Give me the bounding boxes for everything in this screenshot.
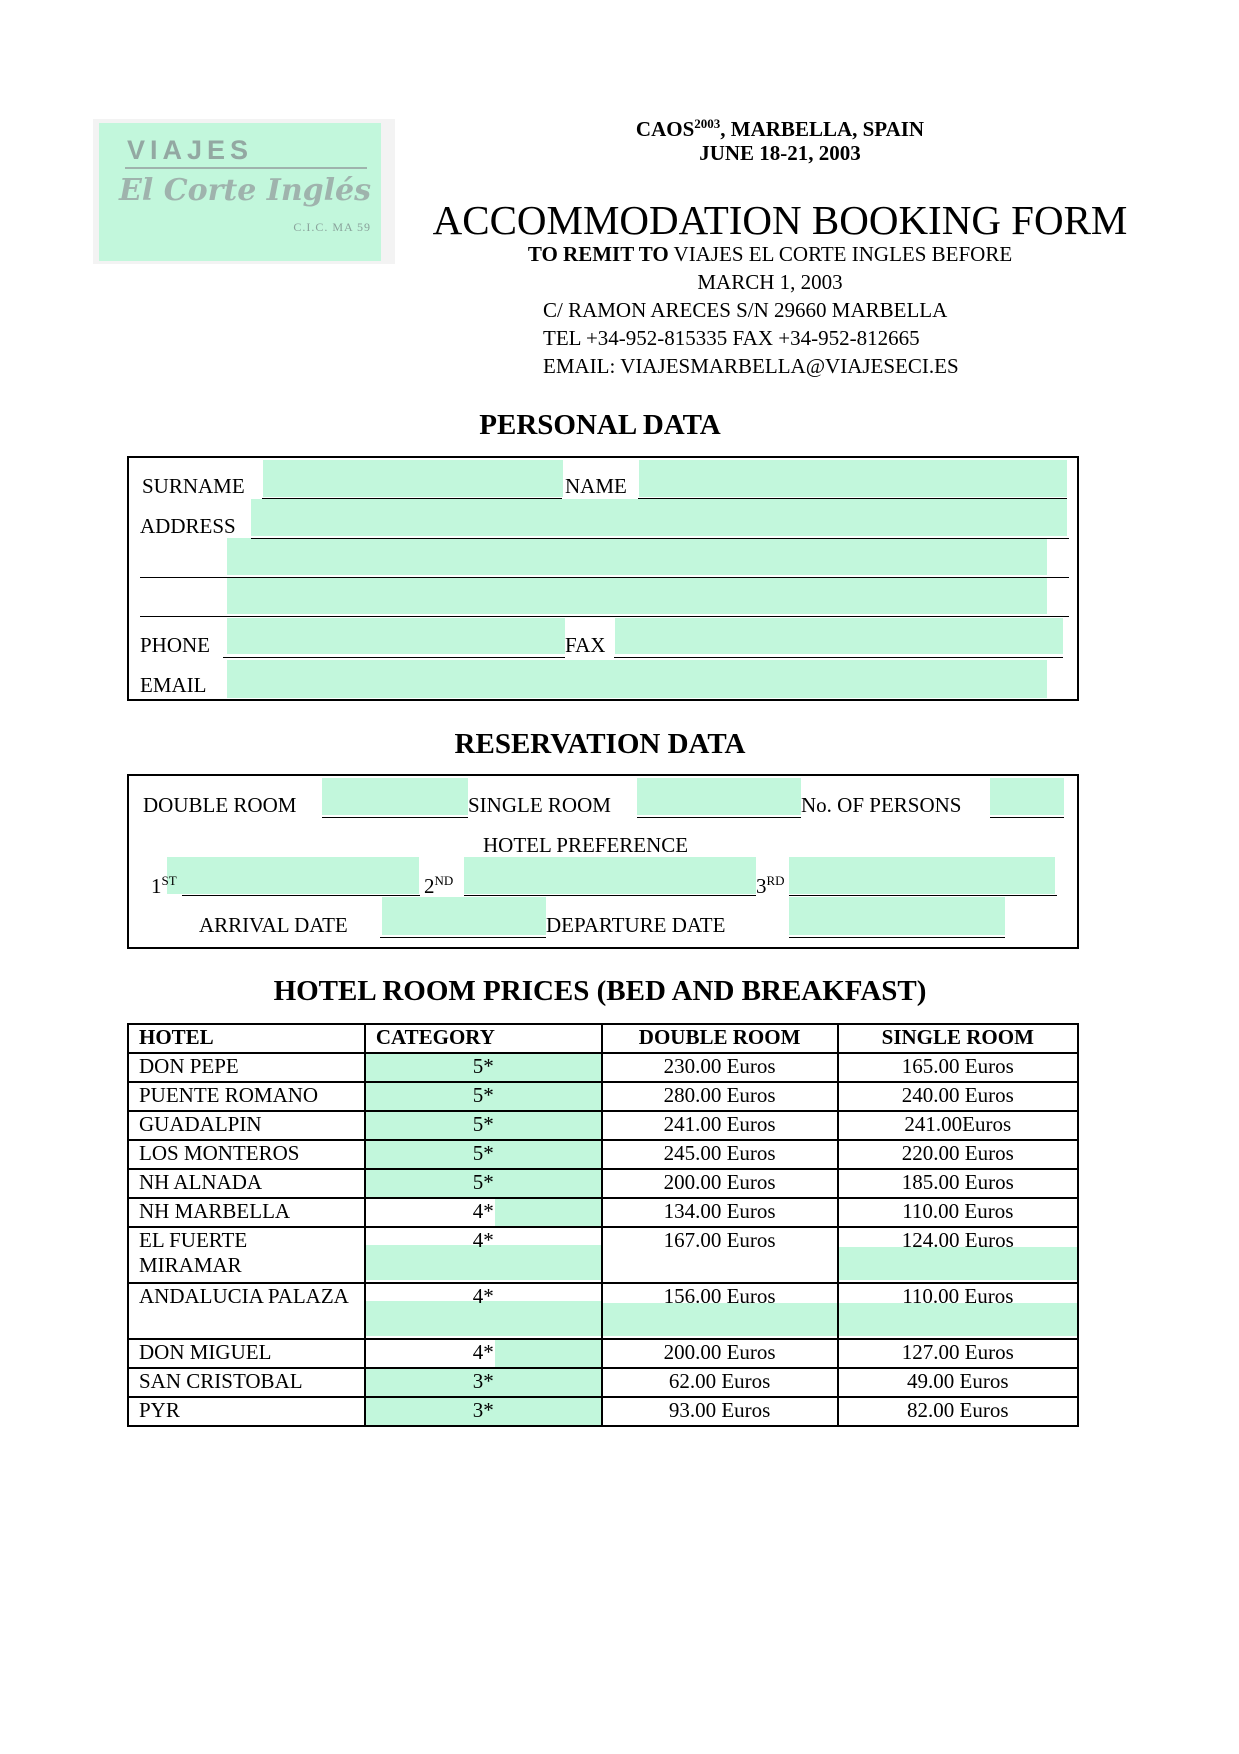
hotel-cell xyxy=(128,1397,365,1426)
reservation-data-box xyxy=(127,774,1079,949)
category-cell-text: 5* xyxy=(472,1083,494,1107)
table-row xyxy=(128,1082,1078,1111)
double-price-cell-text: 230.00 Euros xyxy=(663,1054,776,1078)
fax-underline xyxy=(614,657,1063,658)
hotel-preference-label: HOTEL PREFERENCE xyxy=(483,833,689,857)
category-cell xyxy=(365,1339,602,1368)
double-price-cell-text: 62.00 Euros xyxy=(668,1369,771,1393)
remit-rest: VIAJES EL CORTE INGLES BEFORE xyxy=(668,242,1013,266)
double-price-cell-text: 156.00 Euros xyxy=(663,1284,776,1308)
hotel-cell xyxy=(128,1339,365,1368)
category-cell xyxy=(365,1283,602,1339)
hotel-cell-text: PYR xyxy=(139,1398,180,1422)
fax-label: FAX xyxy=(565,633,606,657)
category-cell-text: 4* xyxy=(472,1284,494,1308)
col-header-single-room: SINGLE ROOM xyxy=(838,1024,1078,1053)
single-price-cell-text: 165.00 Euros xyxy=(901,1054,1014,1078)
hotel-pref-1-field[interactable] xyxy=(167,857,419,894)
logo-brand-script: El Corte Inglés xyxy=(119,173,371,208)
category-cell xyxy=(365,1053,602,1082)
hotel-cell-text: NH ALNADA xyxy=(139,1170,263,1194)
remit-deadline: MARCH 1, 2003 xyxy=(697,270,843,294)
logo-divider xyxy=(125,167,367,169)
persons-underline xyxy=(990,817,1064,818)
pref-1-label: 1ST xyxy=(151,873,177,898)
pref-3-label: 3RD xyxy=(756,873,785,898)
address-underline-2 xyxy=(140,577,1069,578)
name-underline xyxy=(638,498,1067,499)
single-room-field[interactable] xyxy=(637,778,801,815)
table-row xyxy=(128,1339,1078,1368)
hotel-cell-text: EL FUERTE MIRAMAR xyxy=(139,1228,248,1277)
table-row xyxy=(128,1283,1078,1339)
address-field-1[interactable] xyxy=(251,499,1067,536)
category-cell xyxy=(365,1082,602,1111)
fax-field[interactable] xyxy=(615,618,1063,654)
company-logo xyxy=(93,119,395,264)
arrival-date-underline xyxy=(380,937,546,938)
category-cell-text: 4* xyxy=(472,1228,494,1252)
double-price-cell xyxy=(602,1111,838,1140)
single-price-cell xyxy=(838,1111,1078,1140)
hotel-cell xyxy=(128,1368,365,1397)
category-cell xyxy=(365,1397,602,1426)
hotel-cell xyxy=(128,1169,365,1198)
arrival-date-label: ARRIVAL DATE xyxy=(199,913,348,937)
table-row xyxy=(128,1397,1078,1426)
surname-underline xyxy=(262,498,562,499)
name-label: NAME xyxy=(565,474,627,498)
email-line: EMAIL: VIAJESMARBELLA@VIAJESECI.ES xyxy=(543,354,959,378)
event-name: CAOS xyxy=(635,117,695,141)
double-price-cell xyxy=(602,1397,838,1426)
single-price-cell xyxy=(838,1283,1078,1339)
table-row xyxy=(128,1198,1078,1227)
hotel-cell-text: GUADALPIN xyxy=(139,1112,262,1136)
phone-field[interactable] xyxy=(227,618,565,654)
departure-date-field[interactable] xyxy=(789,897,1005,935)
single-price-cell xyxy=(838,1227,1078,1283)
single-price-cell-text: 49.00 Euros xyxy=(907,1369,1009,1393)
single-price-cell xyxy=(838,1053,1078,1082)
table-row xyxy=(128,1368,1078,1397)
cell-highlight[interactable] xyxy=(495,1199,601,1226)
category-cell-text: 4* xyxy=(472,1199,494,1223)
logo-viajes-text: VIAJES xyxy=(127,135,254,165)
double-price-cell-text: 93.00 Euros xyxy=(668,1398,771,1422)
col-header-category: CATEGORY xyxy=(365,1024,602,1053)
single-price-cell-text: 220.00 Euros xyxy=(901,1141,1014,1165)
category-cell xyxy=(365,1368,602,1397)
address-label: ADDRESS xyxy=(140,514,236,538)
table-row xyxy=(128,1053,1078,1082)
col-header-double-room: DOUBLE ROOM xyxy=(602,1024,838,1053)
phone-label: PHONE xyxy=(140,633,211,657)
cell-highlight[interactable] xyxy=(495,1340,601,1367)
pref-3-underline xyxy=(789,895,1057,896)
address-field-3[interactable] xyxy=(227,577,1047,614)
arrival-date-field[interactable] xyxy=(382,897,546,935)
hotel-cell-text: NH MARBELLA xyxy=(139,1199,291,1223)
single-price-cell-text: 185.00 Euros xyxy=(901,1170,1014,1194)
category-cell xyxy=(365,1198,602,1227)
col-header-hotel: HOTEL xyxy=(128,1024,365,1053)
personal-data-box xyxy=(127,456,1079,701)
persons-label: No. OF PERSONS xyxy=(801,793,962,817)
category-cell xyxy=(365,1169,602,1198)
phone-underline xyxy=(223,657,565,658)
remit-line xyxy=(470,240,1070,268)
price-table-body xyxy=(128,1053,1078,1426)
double-room-label: DOUBLE ROOM xyxy=(143,793,297,817)
double-price-cell xyxy=(602,1053,838,1082)
email-label: EMAIL xyxy=(140,673,207,697)
single-price-cell xyxy=(838,1368,1078,1397)
table-row xyxy=(128,1169,1078,1198)
double-price-cell xyxy=(602,1227,838,1283)
hotel-cell xyxy=(128,1227,365,1283)
category-cell xyxy=(365,1111,602,1140)
price-table-header-row xyxy=(128,1024,1078,1053)
hotel-cell xyxy=(128,1198,365,1227)
table-row xyxy=(128,1111,1078,1140)
double-price-cell-text: 200.00 Euros xyxy=(663,1340,776,1364)
page-title: ACCOMMODATION BOOKING FORM xyxy=(432,197,1128,243)
remit-bold: TO REMIT TO xyxy=(527,242,669,266)
single-room-underline xyxy=(637,817,801,818)
hotel-pref-3-field[interactable] xyxy=(789,857,1055,894)
persons-field[interactable] xyxy=(990,778,1064,815)
single-price-cell xyxy=(838,1198,1078,1227)
hotel-cell-text: PUENTE ROMANO xyxy=(139,1083,319,1107)
double-room-underline xyxy=(322,817,468,818)
event-dates: JUNE 18-21, 2003 xyxy=(699,141,861,165)
single-price-cell-text: 82.00 Euros xyxy=(907,1398,1009,1422)
event-place: , MARBELLA, SPAIN xyxy=(720,117,925,141)
event-year-sup: 2003 xyxy=(694,116,721,131)
single-price-cell-text: 110.00 Euros xyxy=(902,1284,1014,1308)
address-field-2[interactable] xyxy=(227,538,1047,575)
pref-2-label: 2ND xyxy=(424,873,454,898)
single-price-cell-text: 110.00 Euros xyxy=(902,1199,1014,1223)
double-room-field[interactable] xyxy=(322,778,468,815)
price-table xyxy=(127,1023,1079,1427)
pref-2-underline xyxy=(464,895,756,896)
category-cell xyxy=(365,1227,602,1283)
double-price-cell xyxy=(602,1283,838,1339)
double-price-cell xyxy=(602,1339,838,1368)
address-underline-1 xyxy=(251,538,1069,539)
double-price-cell-text: 241.00 Euros xyxy=(663,1112,776,1136)
double-price-cell xyxy=(602,1169,838,1198)
hotel-cell-text: DON PEPE xyxy=(139,1054,239,1078)
table-row xyxy=(128,1227,1078,1283)
single-price-cell-text: 240.00 Euros xyxy=(901,1083,1014,1107)
hotel-pref-2-field[interactable] xyxy=(464,857,756,894)
double-price-cell-text: 167.00 Euros xyxy=(663,1228,776,1252)
reservation-data-title: RESERVATION DATA xyxy=(454,728,746,760)
departure-date-label: DEPARTURE DATE xyxy=(546,913,726,937)
departure-date-underline xyxy=(789,937,1005,938)
hotel-cell xyxy=(128,1082,365,1111)
double-price-cell xyxy=(602,1140,838,1169)
single-price-cell-text: 124.00 Euros xyxy=(901,1228,1014,1252)
category-cell-text: 5* xyxy=(472,1141,494,1165)
single-price-cell xyxy=(838,1140,1078,1169)
category-cell xyxy=(365,1140,602,1169)
single-price-cell xyxy=(838,1339,1078,1368)
category-cell-text: 5* xyxy=(472,1112,494,1136)
single-price-cell-text: 127.00 Euros xyxy=(901,1340,1014,1364)
category-cell-text: 3* xyxy=(472,1369,494,1393)
double-price-cell xyxy=(602,1198,838,1227)
single-price-cell xyxy=(838,1169,1078,1198)
single-room-label: SINGLE ROOM xyxy=(468,793,611,817)
single-price-cell xyxy=(838,1397,1078,1426)
logo-background xyxy=(99,123,381,261)
table-row xyxy=(128,1140,1078,1169)
double-price-cell xyxy=(602,1082,838,1111)
category-cell-text: 3* xyxy=(472,1398,494,1422)
prices-title: HOTEL ROOM PRICES (BED AND BREAKFAST) xyxy=(273,975,927,1007)
double-price-cell-text: 200.00 Euros xyxy=(663,1170,776,1194)
hotel-cell xyxy=(128,1053,365,1082)
surname-label: SURNAME xyxy=(142,474,245,498)
hotel-cell xyxy=(128,1111,365,1140)
double-price-cell-text: 280.00 Euros xyxy=(663,1083,776,1107)
single-price-cell-text: 241.00Euros xyxy=(904,1112,1012,1136)
contact-line: TEL +34-952-815335 FAX +34-952-812665 xyxy=(543,326,920,350)
double-price-cell-text: 134.00 Euros xyxy=(663,1199,776,1223)
pref-1-underline xyxy=(182,895,420,896)
address-underline-3 xyxy=(140,616,1069,617)
double-price-cell xyxy=(602,1368,838,1397)
logo-code: C.I.C. MA 59 xyxy=(293,220,371,234)
address-line: C/ RAMON ARECES S/N 29660 MARBELLA xyxy=(543,298,948,322)
single-price-cell xyxy=(838,1082,1078,1111)
hotel-cell-text: DON MIGUEL xyxy=(139,1340,272,1364)
category-cell-text: 5* xyxy=(472,1170,494,1194)
double-price-cell-text: 245.00 Euros xyxy=(663,1141,776,1165)
email-field[interactable] xyxy=(227,660,1047,698)
category-cell-text: 4* xyxy=(472,1340,494,1364)
hotel-cell-text: SAN CRISTOBAL xyxy=(139,1369,303,1393)
surname-field[interactable] xyxy=(263,460,563,497)
personal-data-title: PERSONAL DATA xyxy=(479,409,721,441)
category-cell-text: 5* xyxy=(472,1054,494,1078)
event-line xyxy=(560,111,1000,142)
hotel-cell xyxy=(128,1283,365,1339)
hotel-cell xyxy=(128,1140,365,1169)
hotel-cell-text: LOS MONTEROS xyxy=(139,1141,300,1165)
name-field[interactable] xyxy=(639,460,1067,497)
hotel-cell-text: ANDALUCIA PALAZA xyxy=(139,1284,349,1308)
